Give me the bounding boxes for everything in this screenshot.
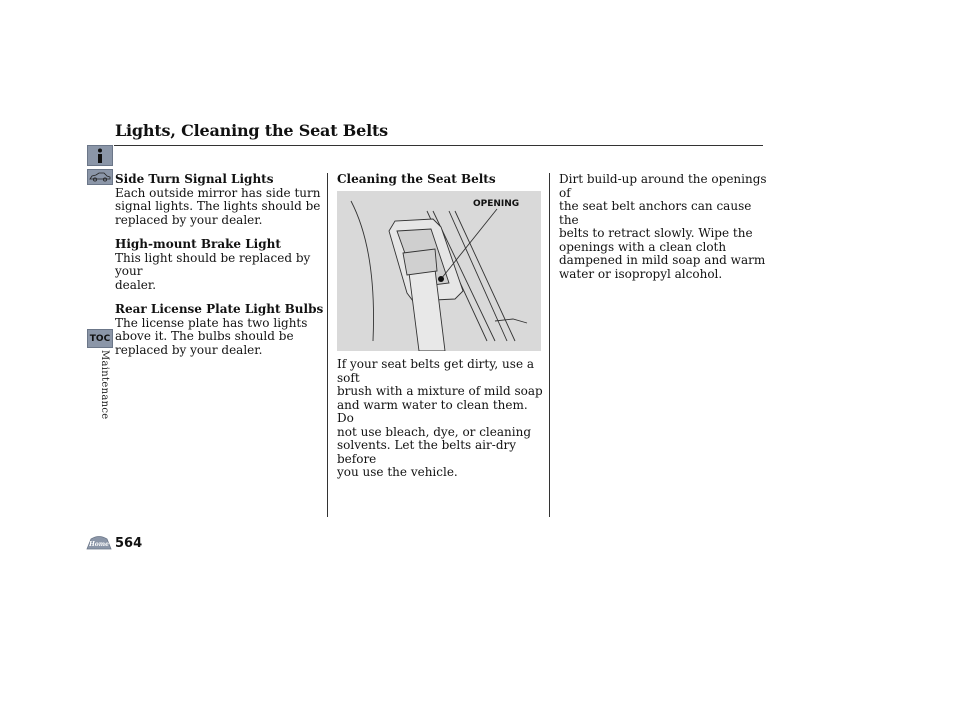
body-line: If your seat belts get dirty, use a soft — [337, 357, 535, 385]
body-line: The license plate has two lights — [115, 315, 308, 330]
home-button[interactable] — [86, 535, 112, 550]
body-line: water or isopropyl alcohol. — [559, 266, 723, 281]
body-line: Each outside mirror has side turn — [115, 185, 321, 200]
body-line: dampened in mild soap and warm — [559, 253, 766, 267]
body-line: openings with a clean cloth — [559, 239, 727, 254]
page-number: 564 — [115, 536, 143, 551]
body-line: the seat belt anchors can cause the — [559, 199, 752, 227]
column-divider — [327, 173, 328, 517]
info-icon — [94, 148, 106, 164]
body-line: Dirt build-up around the openings of — [559, 172, 767, 200]
toc-button[interactable]: TOC — [87, 329, 113, 348]
home-icon — [86, 535, 112, 550]
body-line: This light should be replaced by your — [115, 250, 311, 278]
column-seat-belts — [337, 173, 547, 187]
column-lights — [115, 173, 325, 357]
body-line: signal lights. The lights should be — [115, 199, 321, 213]
body-line: solvents. Let the belts air-dry before — [337, 438, 517, 466]
car-button[interactable] — [87, 169, 113, 185]
home-label: Home — [89, 541, 109, 548]
header-rule — [114, 145, 763, 146]
body-line: and warm water to clean them. Do — [337, 397, 528, 425]
figure-label: OPENING — [473, 199, 520, 209]
body-line: replaced by your dealer. — [115, 342, 263, 357]
page-title: Lights, Cleaning the Seat Belts — [115, 121, 388, 140]
column-anchors — [559, 173, 769, 281]
section-heading: Side Turn Signal Lights — [115, 172, 274, 186]
body-line: not use bleach, dye, or cleaning — [337, 424, 532, 439]
car-icon — [89, 172, 111, 182]
body-line: belts to retract slowly. Wipe the — [559, 226, 753, 240]
section-heading: Cleaning the Seat Belts — [337, 172, 496, 186]
info-button[interactable] — [87, 145, 113, 166]
body-line: above it. The bulbs should be — [115, 329, 294, 343]
section-heading: High-mount Brake Light — [115, 237, 281, 251]
seat-belt-paragraph — [337, 358, 547, 480]
section-label: Maintenance — [99, 350, 110, 420]
body-line: replaced by your dealer. — [115, 212, 263, 227]
body-line: brush with a mixture of mild soap — [337, 384, 543, 398]
body-line: you use the vehicle. — [337, 465, 458, 479]
seat-belt-illustration — [337, 191, 541, 351]
section-heading: Rear License Plate Light Bulbs — [115, 302, 324, 316]
column-divider — [549, 173, 550, 517]
body-line: dealer. — [115, 277, 157, 292]
